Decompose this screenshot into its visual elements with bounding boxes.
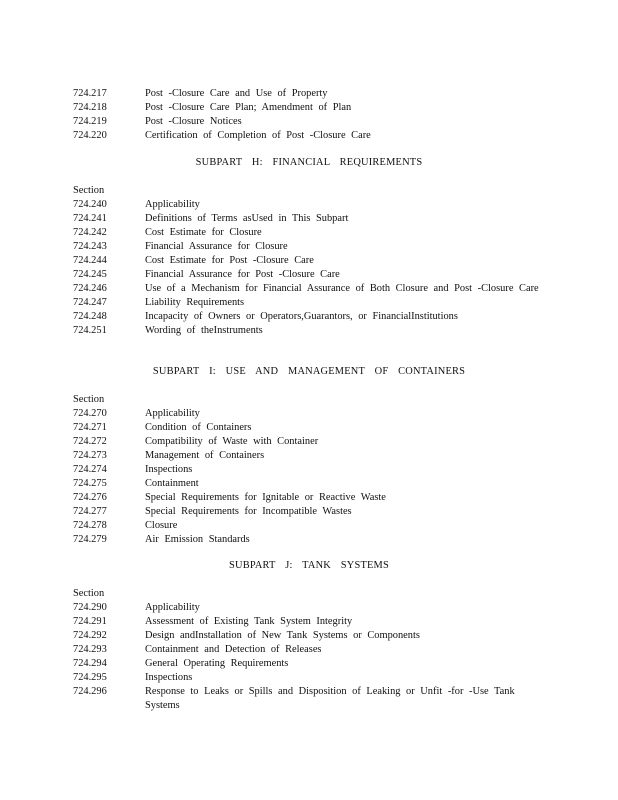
section-number: 724.248 [73, 311, 107, 322]
section-number: 724.220 [73, 130, 107, 141]
list-item [73, 226, 543, 240]
list-item [73, 87, 543, 101]
section-title: Cost Estimate for Post -Closure Care [145, 255, 314, 266]
list-item [73, 268, 543, 282]
section-number: 724.272 [73, 436, 107, 447]
section-title: Response to Leaks or Spills and Disposition of Leaking or Unfit -for -Use Tank Systems [145, 686, 515, 711]
list-item [73, 212, 543, 226]
section-number: 724.294 [73, 658, 107, 669]
section-title: Special Requirements for Incompatible Wastes [145, 506, 352, 517]
section-number: 724.242 [73, 227, 107, 238]
subpart-i-heading: SUBPART I: USE AND MANAGEMENT OF CONTAINERS [152, 366, 466, 377]
list-item [73, 519, 543, 533]
list-item [73, 282, 543, 296]
list-item [73, 505, 543, 519]
section-number: 724.279 [73, 534, 107, 545]
section-number: 724.291 [73, 616, 107, 627]
section-title: Compatibility of Waste with Container [145, 436, 319, 447]
section-number: 724.251 [73, 325, 107, 336]
section-title: Use of a Mechanism for Financial Assurance of Both Closure and Post -Closure Care [145, 283, 539, 294]
section-title: Post -Closure Care and Use of Property [145, 88, 328, 99]
list-item [73, 643, 543, 657]
section-title: Containment [145, 478, 199, 489]
list-item [73, 129, 543, 143]
list-item [73, 463, 543, 477]
subpart-h-heading: SUBPART H: FINANCIAL REQUIREMENTS [195, 157, 423, 168]
section-title: Air Emission Standards [145, 534, 250, 545]
subpart-j-list [73, 587, 543, 713]
top-entries-list [73, 87, 543, 143]
section-number: 724.243 [73, 241, 107, 252]
section-title: Design andInstallation of New Tank Systems or Components [145, 630, 420, 641]
section-title: Liability Requirements [145, 297, 245, 308]
list-item [73, 240, 543, 254]
section-title: Applicability [145, 408, 200, 419]
section-title: Inspections [145, 672, 193, 683]
list-item [73, 533, 543, 547]
section-title: Wording of theInstruments [145, 325, 263, 336]
section-number: 724.271 [73, 422, 107, 433]
list-item [73, 115, 543, 129]
section-title: Assessment of Existing Tank System Integrity [145, 616, 353, 627]
list-item [73, 477, 543, 491]
list-item [73, 657, 543, 671]
section-number: 724.240 [73, 199, 107, 210]
section-title: Closure [145, 520, 178, 531]
section-title: Definitions of Terms asUsed in This Subpart [145, 213, 349, 224]
section-number: 724.276 [73, 492, 107, 503]
section-number: 724.277 [73, 506, 107, 517]
section-title: Post -Closure Notices [145, 116, 242, 127]
list-item [73, 421, 543, 435]
section-title: Incapacity of Owners or Operators,Guarantors, or FinancialInstitutions [145, 311, 458, 322]
section-number: 724.246 [73, 283, 107, 294]
section-number: 724.295 [73, 672, 107, 683]
section-number: 724.278 [73, 520, 107, 531]
subpart-j-heading: SUBPART J: TANK SYSTEMS [229, 560, 389, 571]
list-item [73, 685, 543, 713]
section-title: Special Requirements for Ignitable or Reactive Waste [145, 492, 386, 503]
section-title: Condition of Containers [145, 422, 252, 433]
section-title: Financial Assurance for Post -Closure Care [145, 269, 340, 280]
section-title: General Operating Requirements [145, 658, 289, 669]
list-item [73, 310, 543, 324]
section-title: Applicability [145, 602, 200, 613]
section-number: 724.275 [73, 478, 107, 489]
list-item [73, 101, 543, 115]
section-title: Financial Assurance for Closure [145, 241, 288, 252]
list-item [73, 254, 543, 268]
list-item [73, 491, 543, 505]
list-item [73, 296, 543, 310]
section-title: Applicability [145, 199, 200, 210]
section-number: 724.274 [73, 464, 107, 475]
section-number: 724.244 [73, 255, 107, 266]
subpart-h-list [73, 184, 543, 338]
section-number: 724.292 [73, 630, 107, 641]
subpart-i-list [73, 393, 543, 547]
section-number: 724.247 [73, 297, 107, 308]
list-item [73, 324, 543, 338]
section-number: 724.217 [73, 88, 107, 99]
list-item [73, 449, 543, 463]
section-title: Certification of Completion of Post -Closure Care [145, 130, 371, 141]
section-number: 724.218 [73, 102, 107, 113]
list-item [73, 615, 543, 629]
list-item [73, 435, 543, 449]
section-title: Cost Estimate for Closure [145, 227, 262, 238]
section-title: Inspections [145, 464, 193, 475]
section-title: Post -Closure Care Plan; Amendment of Plan [145, 102, 352, 113]
section-number: 724.219 [73, 116, 107, 127]
section-number: 724.296 [73, 686, 107, 697]
section-number: 724.290 [73, 602, 107, 613]
list-item [73, 671, 543, 685]
list-item [73, 601, 543, 615]
section-number: 724.270 [73, 408, 107, 419]
section-title: Management of Containers [145, 450, 265, 461]
section-number: 724.293 [73, 644, 107, 655]
section-number: 724.245 [73, 269, 107, 280]
section-label: Section [73, 588, 105, 599]
section-label: Section [73, 185, 105, 196]
list-item [73, 407, 543, 421]
section-title: Containment and Detection of Releases [145, 644, 322, 655]
section-number: 724.241 [73, 213, 107, 224]
section-number: 724.273 [73, 450, 107, 461]
list-item [73, 198, 543, 212]
section-label: Section [73, 394, 105, 405]
list-item [73, 629, 543, 643]
